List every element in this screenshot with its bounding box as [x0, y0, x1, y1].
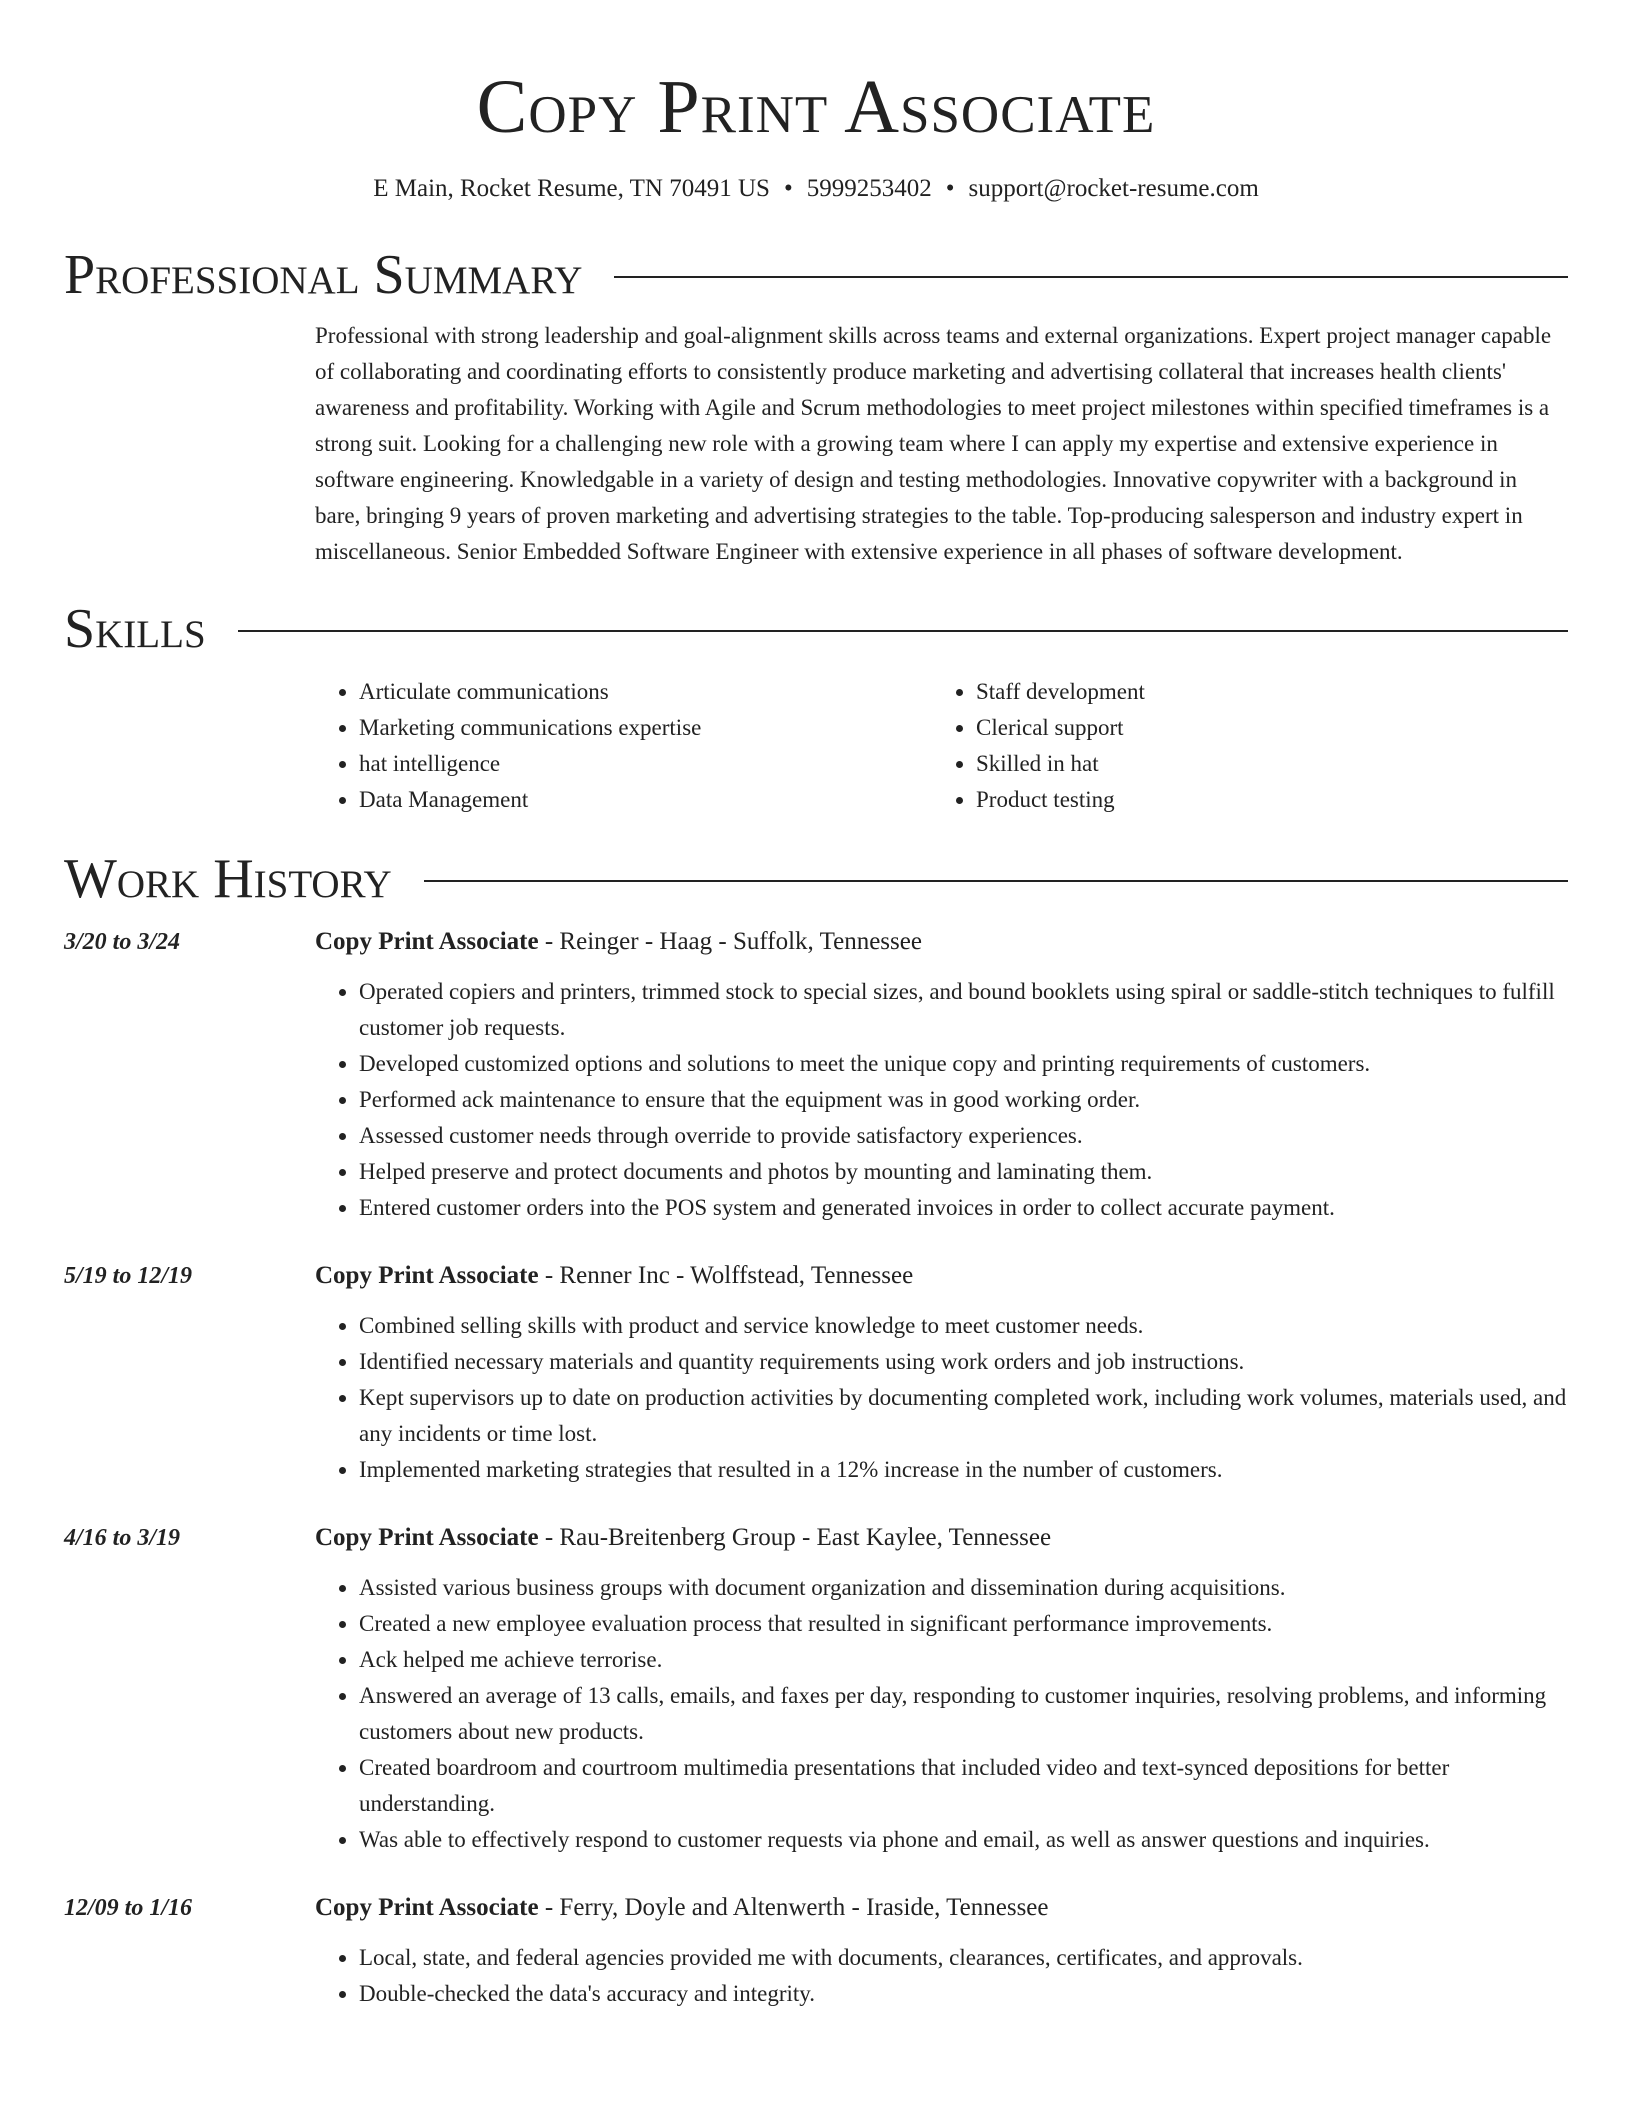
job-employer-location: - Ferry, Doyle and Altenwerth - Iraside, Tennessee: [538, 1894, 1049, 1921]
job-title: Copy Print Associate: [315, 1524, 539, 1551]
skill-item: • Product testing: [976, 782, 1568, 818]
job-bullet: • Performed ack maintenance to ensure that the equipment was in good working order.: [359, 1082, 1568, 1118]
skill-item: • Clerical support: [976, 710, 1568, 746]
job-bullet: • Local, state, and federal agencies provided me with documents, clearances, certificates, and approvals.: [359, 1940, 1568, 1976]
job-dates: 5/19 to 12/19: [64, 1263, 193, 1289]
job-entry: [64, 924, 1568, 1226]
job-bullet: • Developed customized options and solutions to meet the unique copy and printing requirements of customers.: [359, 1046, 1568, 1082]
job-content: [315, 1258, 1568, 1488]
skill-item: • hat intelligence: [359, 746, 932, 782]
resume-page: [64, 0, 1568, 2012]
job-bullet: • Implemented marketing strategies that resulted in a 12% increase in the number of customers.: [359, 1452, 1568, 1488]
skill-item: • Skilled in hat: [976, 746, 1568, 782]
job-bullets: [315, 1570, 1568, 1858]
job-content: [315, 924, 1568, 1226]
job-title: Copy Print Associate: [315, 928, 539, 955]
job-bullets: [315, 1940, 1568, 2012]
skill-item: • Staff development: [976, 674, 1568, 710]
job-bullet: • Combined selling skills with product and service knowledge to meet customer needs.: [359, 1308, 1568, 1344]
job-bullet: • Assisted various business groups with document organization and dissemination during acquisitions.: [359, 1570, 1568, 1606]
job-bullet: • Entered customer orders into the POS system and generated invoices in order to collect accurate payment.: [359, 1190, 1568, 1226]
contact-separator: •: [783, 175, 793, 202]
job-dates: 12/09 to 1/16: [64, 1895, 193, 1921]
job-dates: 3/20 to 3/24: [64, 929, 181, 955]
job-bullet: • Created boardroom and courtroom multimedia presentations that included video and text-synced depositions for better understanding.: [359, 1750, 1568, 1822]
job-bullet: • Created a new employee evaluation process that resulted in significant performance improvements.: [359, 1606, 1568, 1642]
job-bullet: • Double-checked the data's accuracy and integrity.: [359, 1976, 1568, 2012]
work-section-header: [64, 844, 1568, 914]
section-divider: [614, 276, 1568, 278]
job-entry: [64, 1520, 1568, 1858]
job-entry: [64, 1890, 1568, 2012]
skills-column-left: [315, 674, 932, 818]
section-divider: [238, 630, 1568, 632]
contact-line: [64, 172, 1568, 206]
skills-section-title: Skills: [64, 598, 206, 660]
job-entry: [64, 1258, 1568, 1488]
job-bullet: • Was able to effectively respond to customer requests via phone and email, as well as answer questions and inquiries.: [359, 1822, 1568, 1858]
contact-separator: •: [945, 175, 955, 202]
job-dates: 4/16 to 3/19: [64, 1525, 181, 1551]
job-bullet: • Operated copiers and printers, trimmed stock to special sizes, and bound booklets using spiral or saddle-stitch techniques to fulfill customer job requests.: [359, 974, 1568, 1046]
job-bullet: • Kept supervisors up to date on production activities by documenting completed work, including work volumes, materials used, and any incidents or time lost.: [359, 1380, 1568, 1452]
skill-item: • Marketing communications expertise: [359, 710, 932, 746]
skills-list: [315, 674, 1568, 818]
job-title: Copy Print Associate: [315, 1262, 539, 1289]
contact-email: support@rocket-resume.com: [968, 175, 1259, 202]
job-bullet: • Answered an average of 13 calls, emails, and faxes per day, responding to customer inquiries, resolving problems, and informing customers about new products.: [359, 1678, 1568, 1750]
summary-section-header: [64, 240, 1568, 310]
skill-item: • Articulate communications: [359, 674, 932, 710]
job-heading: [315, 1258, 1568, 1294]
job-bullets: [315, 974, 1568, 1226]
job-bullet: • Ack helped me achieve terrorise.: [359, 1642, 1568, 1678]
job-bullet: • Helped preserve and protect documents and photos by mounting and laminating them.: [359, 1154, 1568, 1190]
summary-text: Professional with strong leadership and goal-alignment skills across teams and external organizations. Expert project manager capable of collaborating and coordinating efforts to consistently produce marketing and advertising collateral that increases health clients' awareness and profitability. Working with Agile and Scrum methodologies to meet project milestones within specified timeframes is a strong suit. Looking for a challenging new role with a growing team where I can apply my expertise and extensive experience in software engineering. Knowledgable in a variety of design and testing methodologies. Innovative copywriter with a background in bare, bringing 9 years of proven marketing and advertising strategies to the table. Top-producing salesperson and industry expert in miscellaneous. Senior Embedded Software Engineer with extensive experience in all phases of software development.: [315, 323, 1552, 564]
job-bullet: • Assessed customer needs through override to provide satisfactory experiences.: [359, 1118, 1568, 1154]
job-content: [315, 1520, 1568, 1858]
resume-name: Copy Print Associate: [476, 65, 1156, 149]
job-employer-location: - Renner Inc - Wolffstead, Tennessee: [538, 1262, 914, 1289]
summary-section-title: Professional Summary: [64, 244, 583, 306]
job-employer-location: - Rau-Breitenberg Group - East Kaylee, Tennessee: [538, 1524, 1052, 1551]
section-divider: [424, 880, 1568, 882]
contact-phone: 5999253402: [806, 175, 932, 202]
contact-address: E Main, Rocket Resume, TN 70491 US: [373, 175, 770, 202]
job-heading: [315, 1890, 1568, 1926]
job-bullet: • Identified necessary materials and quantity requirements using work orders and job instructions.: [359, 1344, 1568, 1380]
summary-section: [315, 318, 1568, 570]
job-bullets: [315, 1308, 1568, 1488]
job-employer-location: - Reinger - Haag - Suffolk, Tennessee: [538, 928, 922, 955]
work-section-title: Work History: [64, 848, 392, 910]
skills-column-right: [932, 674, 1568, 818]
job-heading: [315, 1520, 1568, 1556]
job-heading: [315, 924, 1568, 960]
skills-section-header: [64, 594, 1568, 664]
job-content: [315, 1890, 1568, 2012]
skill-item: • Data Management: [359, 782, 932, 818]
job-title: Copy Print Associate: [315, 1894, 539, 1921]
